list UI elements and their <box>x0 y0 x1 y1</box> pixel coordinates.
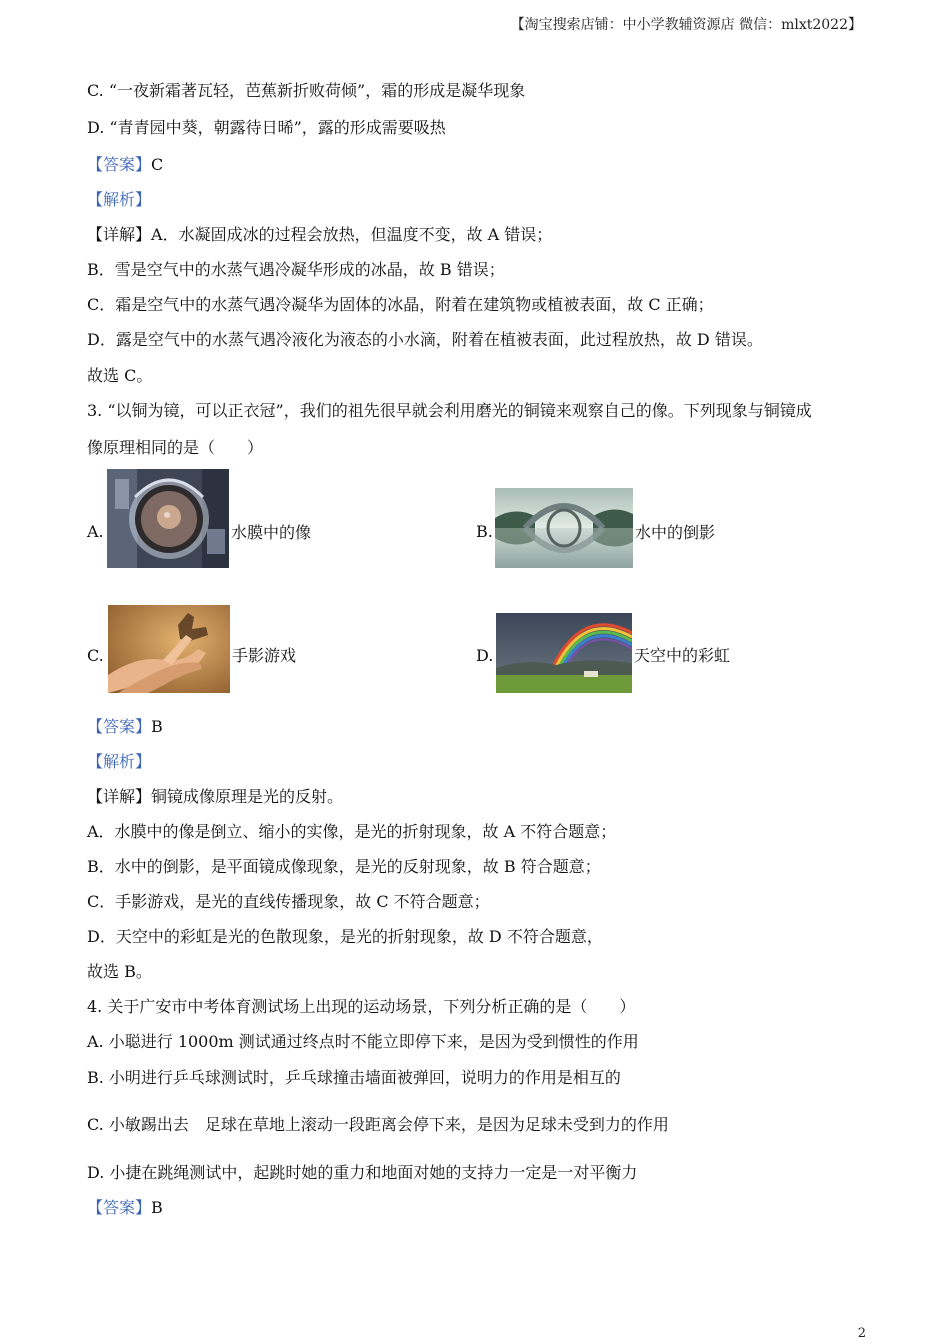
q3-stem-line1: 3. “以铜为镜，可以正衣冠”，我们的祖先很早就会利用磨光的铜镜来观察自己的像。下列现象与铜镜成 <box>87 401 812 420</box>
q3-option-b-caption: 水中的倒影 <box>635 523 716 542</box>
q3-option-b-letter: B. <box>476 522 493 541</box>
answer-tag: 【答案】 <box>87 1198 152 1217</box>
q2-option-c: C. “一夜新霜著瓦轻，芭蕉新折败荷倾”，霜的形成是凝华现象 <box>87 81 526 100</box>
reflection-image <box>495 488 633 568</box>
q3-option-d-letter: D. <box>476 646 494 665</box>
rainbow-image <box>496 613 632 693</box>
q2-conclusion: 故选 C。 <box>87 366 153 385</box>
q4-option-a: A. 小聪进行 1000m 测试通过终点时不能立即停下来，是因为受到惯性的作用 <box>87 1032 639 1051</box>
page-number: 2 <box>857 1326 866 1341</box>
q4-stem: 4. 关于广安市中考体育测试场上出现的运动场景，下列分析正确的是（ ） <box>87 997 636 1016</box>
q2-detail-c: C．霜是空气中的水蒸气遇冷凝华为固体的冰晶，附着在建筑物或植被表面，故 C 正确； <box>87 295 714 314</box>
q4-option-d: D. 小捷在跳绳测试中，起跳时她的重力和地面对她的支持力一定是一对平衡力 <box>87 1163 638 1182</box>
q3-option-a-letter: A. <box>87 522 104 541</box>
q4-option-c: C. 小敏踢出去 足球在草地上滚动一段距离会停下来，是因为足球未受到力的作用 <box>87 1115 669 1134</box>
q2-answer <box>87 155 163 175</box>
detail-tag: 【详解】 <box>87 225 152 244</box>
q4-option-b: B. 小明进行乒乓球测试时，乒乓球撞击墙面被弹回，说明力的作用是相互的 <box>87 1068 621 1087</box>
q3-answer <box>87 717 163 737</box>
q3-detail-intro: 【详解】铜镜成像原理是光的反射。 <box>87 787 344 806</box>
q3-detail-b: B．水中的倒影，是平面镜成像现象，是光的反射现象，故 B 符合题意； <box>87 857 601 876</box>
q3-stem-line2: 像原理相同的是（ ） <box>87 438 264 457</box>
q2-detail-d: D．露是空气中的水蒸气遇冷液化为液态的小水滴，附着在植被表面，此过程放热，故 D 错误。 <box>87 330 763 349</box>
page-header: 【淘宝搜索店铺：中小学教辅资源店 微信：mlxt2022】 <box>510 17 862 33</box>
q3-detail-a: A．水膜中的像是倒立、缩小的实像，是光的折射现象，故 A 不符合题意； <box>87 822 617 841</box>
q3-option-c-letter: C. <box>87 646 104 665</box>
q3-detail-c: C．手影游戏，是光的直线传播现象，故 C 不符合题意； <box>87 892 490 911</box>
answer-value: B <box>151 717 163 736</box>
q3-option-a-caption: 水膜中的像 <box>231 523 312 542</box>
water-film-image <box>107 469 229 568</box>
hand-shadow-image <box>108 605 230 693</box>
q3-detail-d: D．天空中的彩虹是光的色散现象，是光的折射现象，故 D 不符合题意， <box>87 927 603 946</box>
q2-option-d: D. “青青园中葵，朝露待日晞”，露的形成需要吸热 <box>87 118 446 137</box>
detail-tag: 【详解】 <box>87 787 152 806</box>
q3-conclusion: 故选 B。 <box>87 962 152 981</box>
q4-answer <box>87 1198 163 1218</box>
answer-value: B <box>151 1198 163 1217</box>
answer-value: C <box>151 155 164 174</box>
q2-detail-a: 【详解】A．水凝固成冰的过程会放热，但温度不变，故 A 错误； <box>87 225 553 244</box>
q3-analysis-tag: 【解析】 <box>87 752 152 771</box>
answer-tag: 【答案】 <box>87 717 152 736</box>
q2-detail-b: B．雪是空气中的水蒸气遇冷凝华形成的冰晶，故 B 错误； <box>87 260 505 279</box>
q3-option-c-caption: 手影游戏 <box>232 646 297 665</box>
q3-option-d-caption: 天空中的彩虹 <box>634 646 731 665</box>
answer-tag: 【答案】 <box>87 155 152 174</box>
q2-analysis-tag: 【解析】 <box>87 190 152 209</box>
